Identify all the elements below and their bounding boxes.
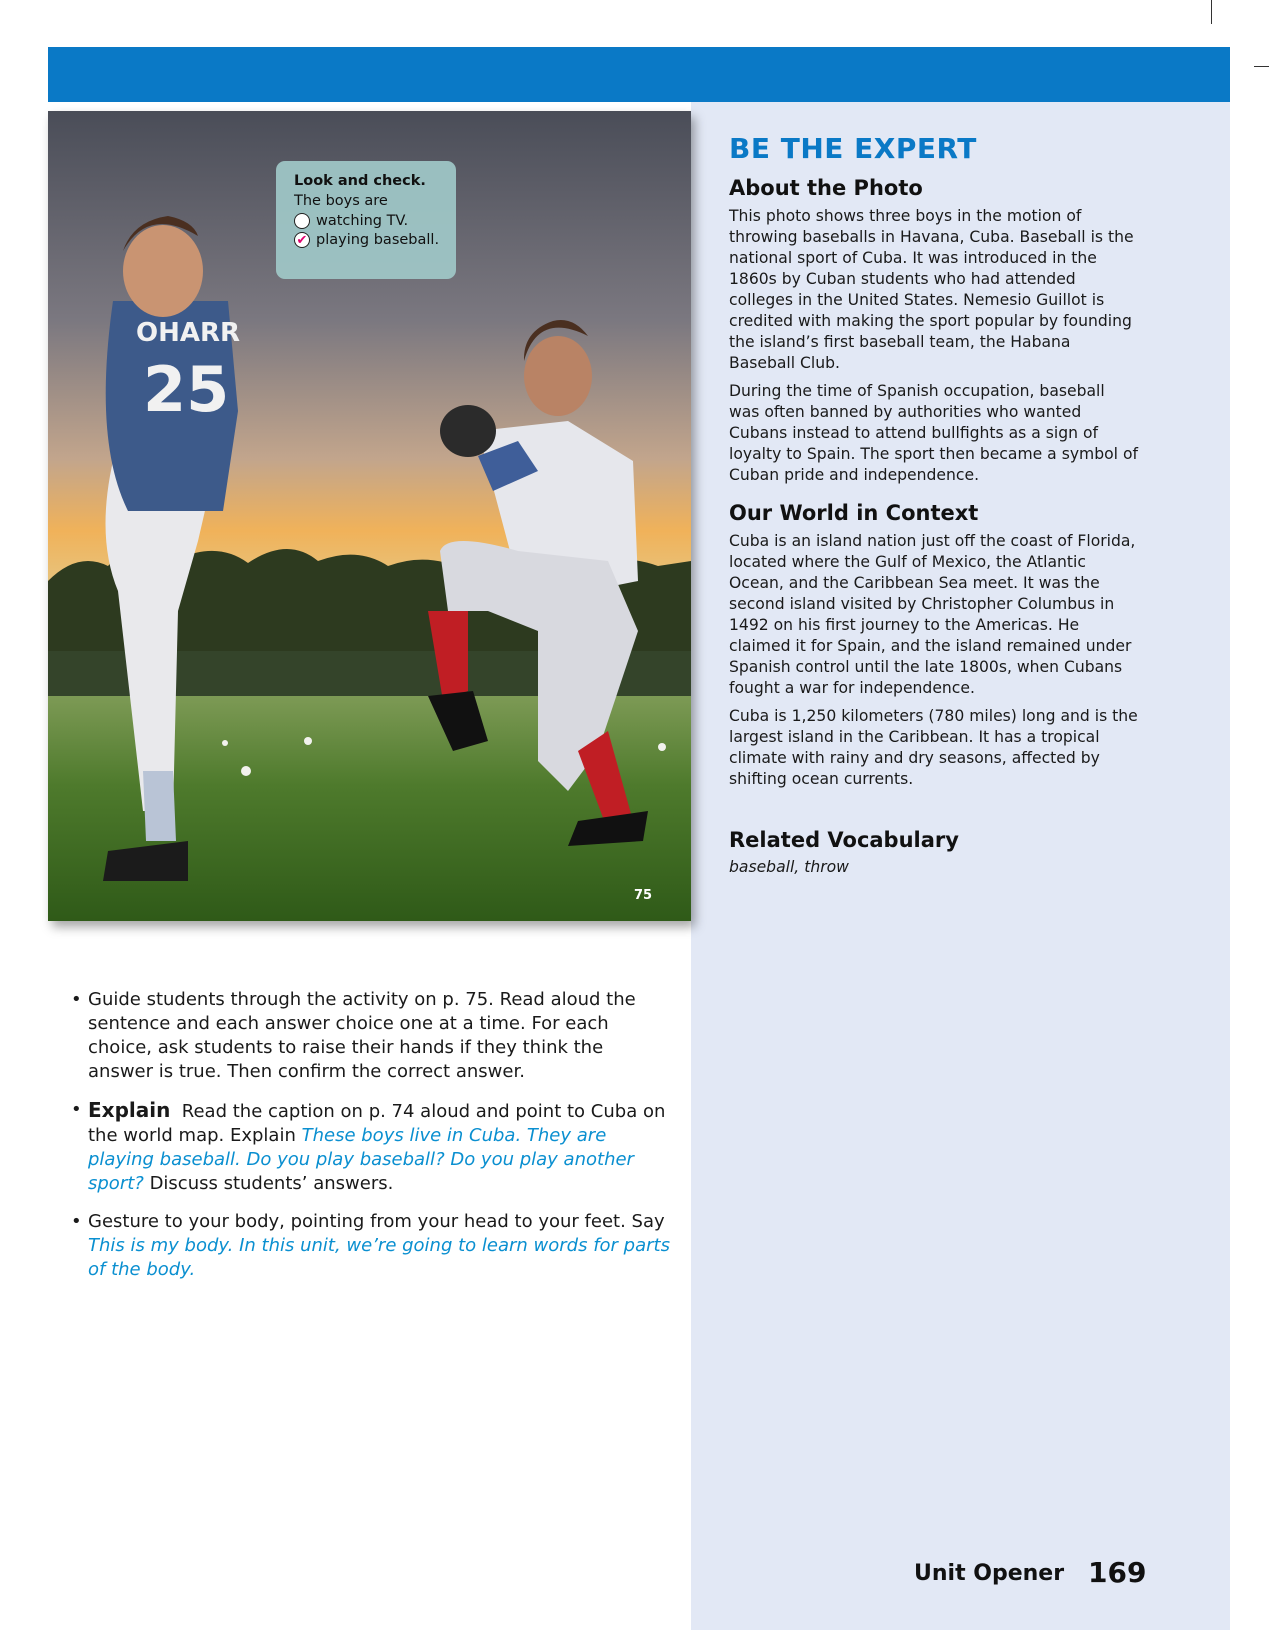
- explain-text: Read the caption on p. 74 aloud and point to Cuba on the world map. Explain: [88, 1101, 666, 1146]
- bullet-guide-text: Guide students through the activity on p. 75. Read aloud the sentence and each answer choice one at a time. For each choice, ask students to raise their hands if they think the answer is true. Then confirm the correct answer.: [88, 989, 636, 1082]
- world-context-p2: Cuba is 1,250 kilometers (780 miles) long and is the largest island in the Caribbean. It has a tropical climate with rainy and dry seasons, affected by shifting ocean currents.: [729, 707, 1138, 788]
- look-and-check-box: [276, 161, 456, 279]
- option-playing-baseball[interactable]: [294, 232, 456, 248]
- about-photo-p1: This photo shows three boys in the motion of throwing baseballs in Havana, Cuba. Baseball is the national sport of Cuba. It was introduced in the 1860s by Cuban students who had attended colleges in the United States. Nemesio Guillot is credited with making the sport popular by founding the island’s first baseball team, the Habana Baseball Club.: [729, 207, 1134, 372]
- about-photo-p2: During the time of Spanish occupation, baseball was often banned by authorities who wanted Cubans instead to attend bullfights as a sign of loyalty to Spain. The sport then became a symbol of Cuban pride and independence.: [729, 382, 1138, 484]
- checkmark-icon[interactable]: ✔: [294, 232, 310, 248]
- footer-unit-label: Unit Opener: [914, 1561, 1065, 1586]
- footer-page-number: 169: [1088, 1556, 1147, 1589]
- related-vocab-words: baseball, throw: [729, 858, 849, 876]
- teaching-bullets: [70, 988, 670, 1296]
- gesture-script: This is my body. In this unit, we’re going to learn words for parts of the body.: [88, 1235, 670, 1280]
- gesture-text: Gesture to your body, pointing from your head to your feet. Say: [88, 1211, 665, 1232]
- jersey-number: 25: [143, 353, 230, 426]
- option-label: playing baseball.: [316, 232, 440, 248]
- bullet-gesture: [70, 1210, 670, 1282]
- crop-mark-horizontal: [1254, 66, 1269, 67]
- world-context-section: [729, 501, 1139, 797]
- baseball-photo: [48, 111, 691, 921]
- world-context-p1: Cuba is an island nation just off the coast of Florida, located where the Gulf of Mexico, the Atlantic Ocean, and the Caribbean Sea meet. It was the second island visited by Christopher Columbus in 1492 on his first journey to the Americas. He claimed it for Spain, and the island remained under Spanish control until the late 1800s, when Cubans fought a war for independence.: [729, 532, 1136, 697]
- explain-followup: Discuss students’ answers.: [149, 1173, 394, 1194]
- check-prompt: The boys are: [294, 193, 388, 209]
- radio-empty-icon[interactable]: [294, 213, 310, 229]
- option-watching-tv[interactable]: [294, 213, 456, 229]
- check-title: Look and check.: [294, 173, 426, 189]
- header-band: [48, 47, 1230, 102]
- bullet-explain: [70, 1098, 670, 1196]
- crop-mark-vertical: [1211, 0, 1212, 24]
- bullet-guide: [70, 988, 670, 1084]
- jersey-name: OHARR: [136, 318, 241, 348]
- about-photo-section: [729, 176, 1139, 493]
- world-context-title: Our World in Context: [729, 501, 979, 525]
- related-vocab-section: [729, 828, 1139, 876]
- photo-page-number: 75: [634, 888, 653, 903]
- option-label: watching TV.: [316, 213, 409, 229]
- about-photo-title: About the Photo: [729, 176, 923, 200]
- explain-script: These boys live in Cuba. They are playing baseball. Do you play baseball? Do you play another sport?: [88, 1125, 634, 1194]
- be-the-expert-heading: BE THE EXPERT: [729, 132, 977, 165]
- related-vocab-title: Related Vocabulary: [729, 828, 959, 852]
- explain-label: Explain: [88, 1098, 171, 1122]
